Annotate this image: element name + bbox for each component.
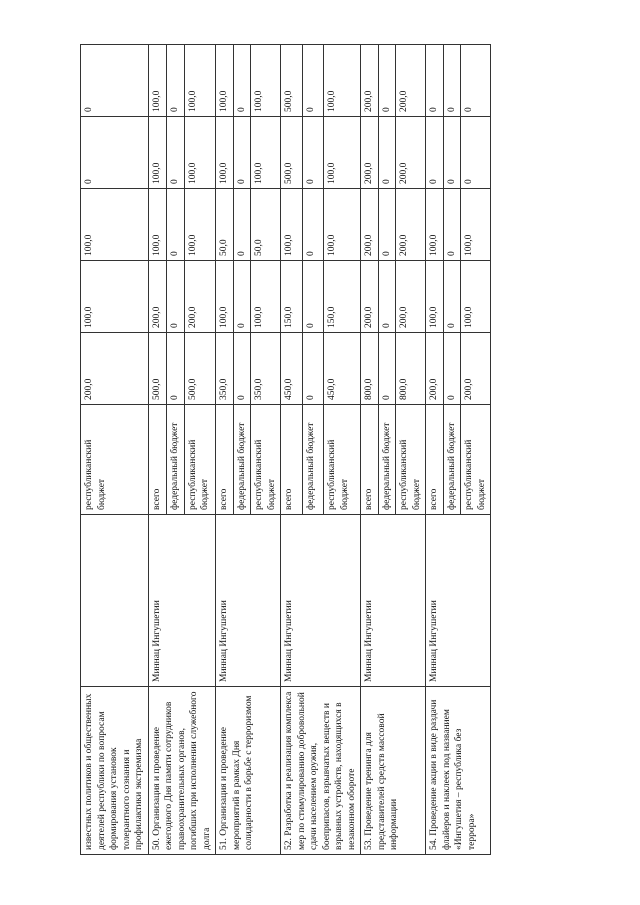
executor-cell: Миннац Ингушетии [216, 515, 281, 687]
funding-source-cell: республиканский бюджет [81, 405, 149, 515]
amount-cell: 100,0 [324, 45, 361, 117]
amount-cell: 200,0 [396, 261, 426, 333]
amount-cell: 0 [378, 117, 396, 189]
amount-cell: 0 [378, 45, 396, 117]
funding-source-cell: федеральный бюджет [166, 405, 184, 515]
task-cell: 52. Разработка и реализация комплекса мер по стимулированию добровольной сдачи населением оружия, боеприпасов, взрывчатых веществ и взрывных устройств, находящихся в незаконном обороте [281, 687, 361, 855]
amount-cell: 0 [443, 45, 461, 117]
amount-cell: 450,0 [324, 333, 361, 405]
executor-cell: Миннац Ингушетии [281, 515, 361, 687]
table-row [216, 45, 234, 855]
amount-cell: 200,0 [396, 189, 426, 261]
budget-table [80, 44, 491, 855]
amount-cell: 0 [302, 333, 324, 405]
amount-cell: 350,0 [251, 333, 281, 405]
amount-cell: 200,0 [361, 189, 379, 261]
funding-source-cell: всего [426, 405, 444, 515]
amount-cell: 0 [426, 117, 444, 189]
amount-cell: 200,0 [426, 333, 444, 405]
amount-cell: 0 [443, 117, 461, 189]
amount-cell: 200,0 [361, 117, 379, 189]
amount-cell: 100,0 [324, 117, 361, 189]
amount-cell: 100,0 [461, 189, 491, 261]
table-row [281, 45, 303, 855]
funding-source-cell: федеральный бюджет [378, 405, 396, 515]
executor-cell: Миннац Ингушетии [361, 515, 426, 687]
amount-cell: 100,0 [81, 261, 149, 333]
amount-cell: 100,0 [251, 117, 281, 189]
funding-source-cell: федеральный бюджет [443, 405, 461, 515]
task-cell: 51. Организация и проведение мероприятий в рамках Дня солидарности в борьбе с терроризмом [216, 687, 281, 855]
amount-cell: 100,0 [148, 117, 166, 189]
amount-cell: 100,0 [81, 189, 149, 261]
amount-cell: 200,0 [396, 45, 426, 117]
executor-cell: Миннац Ингушетии [148, 515, 216, 687]
table-row [81, 45, 149, 855]
budget-table-body [81, 45, 491, 855]
amount-cell: 0 [233, 45, 251, 117]
amount-cell: 100,0 [216, 117, 234, 189]
amount-cell: 0 [233, 333, 251, 405]
amount-cell: 150,0 [281, 261, 303, 333]
task-cell: известных политиков и общественных деятелей республики по вопросам формирования установок толерантного сознания и профилактики экстремизма [81, 687, 149, 855]
amount-cell: 100,0 [324, 189, 361, 261]
funding-source-cell: республиканский бюджет [461, 405, 491, 515]
amount-cell: 0 [443, 333, 461, 405]
amount-cell: 100,0 [426, 261, 444, 333]
amount-cell: 0 [233, 261, 251, 333]
amount-cell: 100,0 [216, 261, 234, 333]
amount-cell: 0 [378, 189, 396, 261]
amount-cell: 50,0 [251, 189, 281, 261]
amount-cell: 200,0 [461, 333, 491, 405]
amount-cell: 0 [443, 261, 461, 333]
amount-cell: 0 [461, 117, 491, 189]
executor-cell [81, 515, 149, 687]
funding-source-cell: всего [216, 405, 234, 515]
amount-cell: 500,0 [281, 117, 303, 189]
amount-cell: 100,0 [251, 261, 281, 333]
amount-cell: 0 [81, 117, 149, 189]
amount-cell: 500,0 [184, 333, 215, 405]
amount-cell: 100,0 [184, 189, 215, 261]
table-row [148, 45, 166, 855]
funding-source-cell: федеральный бюджет [233, 405, 251, 515]
amount-cell: 0 [302, 117, 324, 189]
amount-cell: 800,0 [361, 333, 379, 405]
amount-cell: 0 [166, 261, 184, 333]
amount-cell: 0 [81, 45, 149, 117]
task-cell: 53. Проведение тренинга для представителей средств массовой информации [361, 687, 426, 855]
amount-cell: 0 [233, 117, 251, 189]
amount-cell: 500,0 [148, 333, 166, 405]
amount-cell: 0 [302, 189, 324, 261]
amount-cell: 0 [233, 189, 251, 261]
amount-cell: 100,0 [184, 45, 215, 117]
amount-cell: 200,0 [148, 261, 166, 333]
amount-cell: 100,0 [426, 189, 444, 261]
amount-cell: 0 [302, 45, 324, 117]
amount-cell: 200,0 [361, 45, 379, 117]
funding-source-cell: всего [361, 405, 379, 515]
amount-cell: 450,0 [281, 333, 303, 405]
amount-cell: 0 [166, 117, 184, 189]
amount-cell: 100,0 [461, 261, 491, 333]
amount-cell: 350,0 [216, 333, 234, 405]
funding-source-cell: республиканский бюджет [324, 405, 361, 515]
funding-source-cell: республиканский бюджет [184, 405, 215, 515]
amount-cell: 200,0 [184, 261, 215, 333]
funding-source-cell: республиканский бюджет [396, 405, 426, 515]
amount-cell: 100,0 [251, 45, 281, 117]
funding-source-cell: всего [148, 405, 166, 515]
amount-cell: 150,0 [324, 261, 361, 333]
table-row [426, 45, 444, 855]
amount-cell: 50,0 [216, 189, 234, 261]
amount-cell: 500,0 [281, 45, 303, 117]
amount-cell: 0 [302, 261, 324, 333]
rotated-page [80, 45, 585, 855]
funding-source-cell: федеральный бюджет [302, 405, 324, 515]
task-cell: 50. Организация и проведение ежегодного Дня памяти сотрудников правоохранительных органов, погибших при исполнении служебного долга [148, 687, 216, 855]
amount-cell: 0 [426, 45, 444, 117]
funding-source-cell: всего [281, 405, 303, 515]
amount-cell: 200,0 [396, 117, 426, 189]
amount-cell: 100,0 [148, 189, 166, 261]
amount-cell: 0 [166, 189, 184, 261]
amount-cell: 100,0 [184, 117, 215, 189]
task-cell: 54. Проведение акции в виде раздачи флайеров и наклеек под названием «Ингушетия – республика без террора» [426, 687, 491, 855]
amount-cell: 0 [166, 333, 184, 405]
amount-cell: 0 [461, 45, 491, 117]
amount-cell: 0 [378, 261, 396, 333]
table-row [361, 45, 379, 855]
amount-cell: 0 [443, 189, 461, 261]
amount-cell: 100,0 [281, 189, 303, 261]
amount-cell: 800,0 [396, 333, 426, 405]
amount-cell: 0 [378, 333, 396, 405]
amount-cell: 200,0 [361, 261, 379, 333]
amount-cell: 200,0 [81, 333, 149, 405]
amount-cell: 100,0 [216, 45, 234, 117]
funding-source-cell: республиканский бюджет [251, 405, 281, 515]
amount-cell: 100,0 [148, 45, 166, 117]
executor-cell: Миннац Ингушетии [426, 515, 491, 687]
amount-cell: 0 [166, 45, 184, 117]
